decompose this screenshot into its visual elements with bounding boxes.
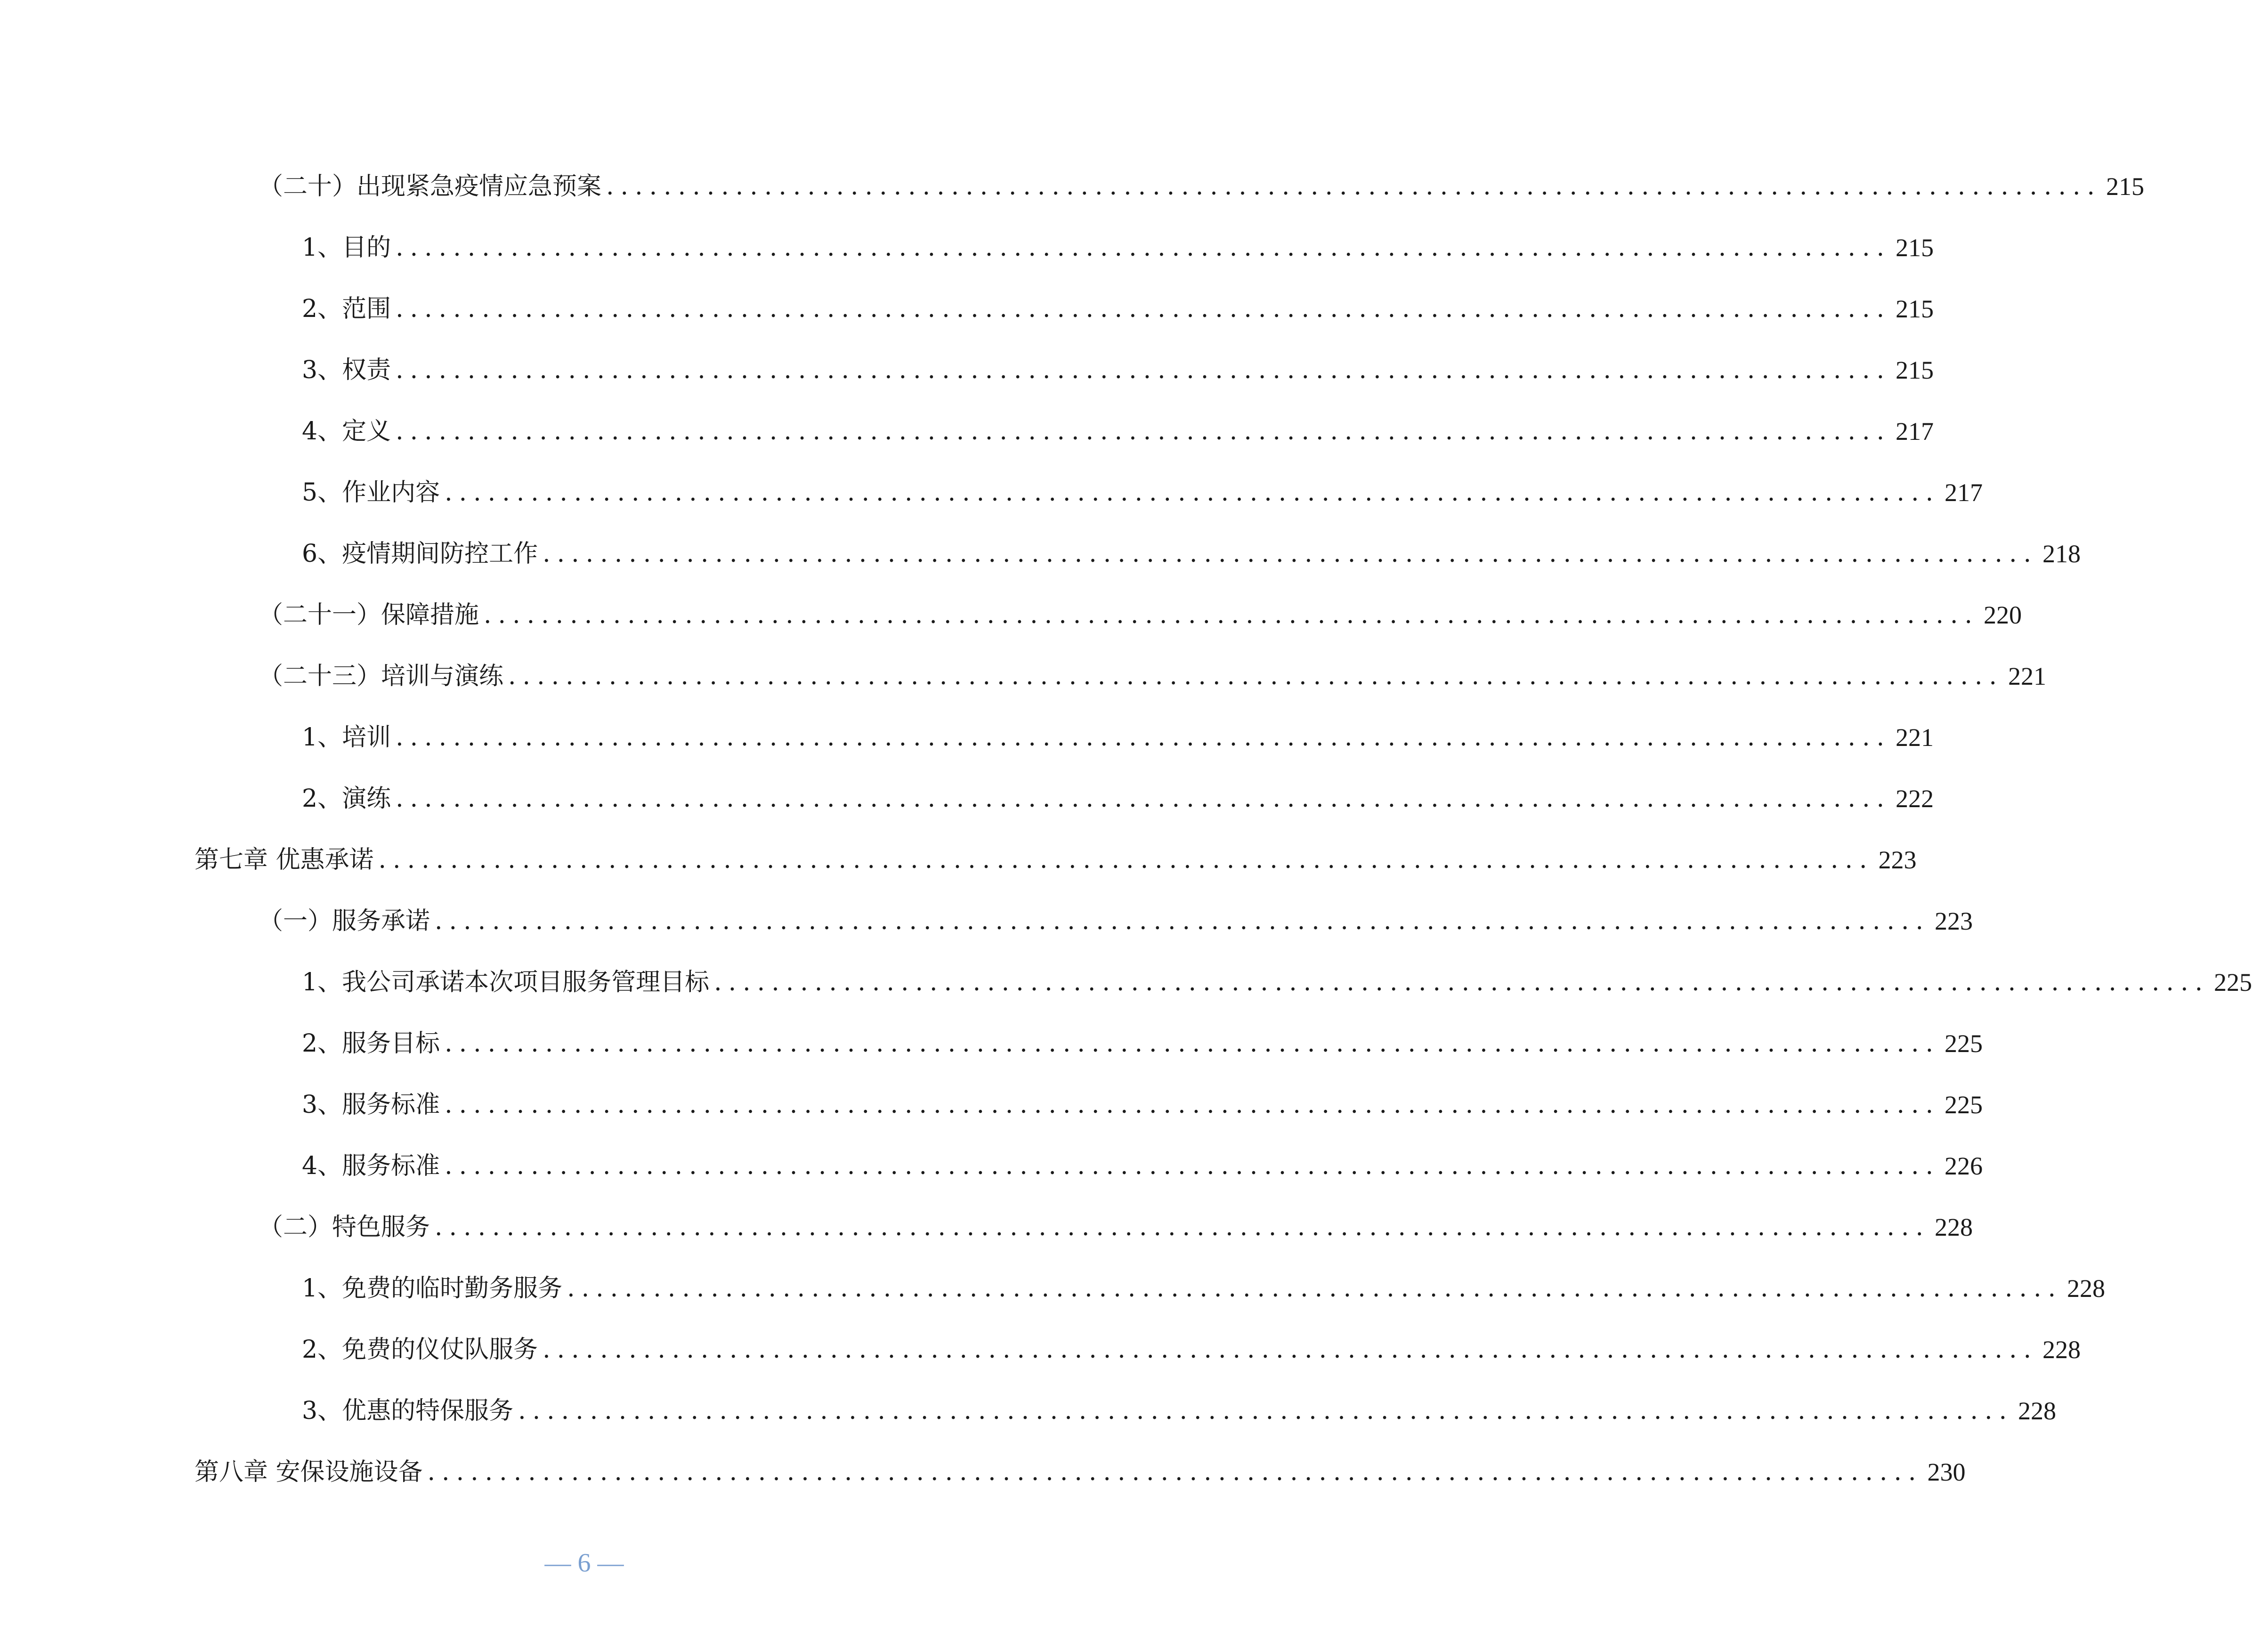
toc-leader-dots: ........................................................................................................: [396, 723, 1891, 752]
toc-entry-page: 215: [1896, 295, 1934, 323]
toc-entry-label: （二十）出现紧急疫情应急预案: [259, 172, 602, 201]
toc-entry-label: 3、权责: [302, 356, 391, 384]
toc-entry[interactable]: [302, 351, 1934, 389]
toc-entry-label: 4、定义: [302, 417, 391, 445]
toc-leader-dots: ........................................................................................................: [518, 1397, 2014, 1425]
toc-entry-page: 221: [2008, 662, 2047, 690]
toc-entry-label: 2、演练: [302, 785, 391, 813]
toc-leader-dots: ........................................................................................................: [567, 1274, 2063, 1303]
toc-entry-label: 2、范围: [302, 295, 391, 323]
toc-entry[interactable]: [302, 780, 1934, 818]
toc-leader-dots: ........................................................................................................: [445, 1152, 1940, 1180]
toc-entry[interactable]: [259, 902, 1973, 940]
toc-entry[interactable]: [302, 964, 2252, 1001]
toc-entry-label: 6、疫情期间防控工作: [302, 540, 538, 568]
toc-entry-page: 225: [1944, 1091, 1983, 1119]
toc-leader-dots: ........................................................................................................: [396, 295, 1891, 323]
toc-entry-label: 1、我公司承诺本次项目服务管理目标: [302, 968, 710, 996]
toc-entry[interactable]: [259, 168, 2145, 205]
toc-entry-page: 223: [1935, 907, 1973, 935]
toc-entry-label: 1、培训: [302, 723, 391, 752]
toc-entry[interactable]: [302, 1086, 1983, 1124]
toc-entry-page: 218: [2042, 540, 2081, 568]
toc-entry-page: 230: [1927, 1458, 1966, 1486]
toc-leader-dots: ........................................................................................................: [543, 540, 2038, 568]
toc-entry-page: 217: [1944, 478, 1983, 507]
toc-entry-label: （一）服务承诺: [259, 907, 430, 935]
toc-leader-dots: ........................................................................................................: [435, 907, 1930, 935]
toc-entry-page: 228: [1935, 1213, 1973, 1241]
toc-entry[interactable]: [259, 657, 2047, 695]
toc-leader-dots: ........................................................................................................: [543, 1336, 2038, 1364]
toc-entry[interactable]: [302, 1392, 2057, 1430]
toc-entry-page: 215: [1896, 234, 1934, 262]
toc-entry-page: 220: [1984, 601, 2022, 629]
toc-entry-page: 223: [1878, 846, 1917, 874]
toc-leader-dots: ........................................................................................................: [484, 601, 1979, 629]
toc-leader-dots: ........................................................................................................: [445, 478, 1940, 507]
toc-entry[interactable]: [302, 719, 1934, 756]
toc-entry[interactable]: [302, 1147, 1983, 1185]
toc-entry-page: 215: [2106, 172, 2145, 201]
toc-entry-label: 4、服务标准: [302, 1152, 440, 1180]
toc-entry[interactable]: [302, 1331, 2081, 1369]
toc-entry-page: 215: [1896, 356, 1934, 384]
toc-entry[interactable]: [194, 841, 1917, 879]
toc-leader-dots: ........................................................................................................: [606, 172, 2102, 201]
toc-entry-page: 228: [2042, 1336, 2081, 1364]
toc-entry[interactable]: [259, 1208, 1973, 1246]
toc-leader-dots: ........................................................................................................: [396, 356, 1891, 384]
toc-entry-label: 第七章 优惠承诺: [194, 846, 374, 874]
toc-entry-label: 2、服务目标: [302, 1029, 440, 1058]
toc-leader-dots: ........................................................................................................: [714, 968, 2210, 996]
toc-leader-dots: ........................................................................................................: [396, 785, 1891, 813]
toc-entry[interactable]: [259, 596, 2022, 634]
toc-entry-page: 225: [1944, 1029, 1983, 1058]
toc-entry-label: 第八章 安保设施设备: [194, 1458, 423, 1486]
toc-entry[interactable]: [302, 535, 2081, 573]
toc-entry-label: （二）特色服务: [259, 1213, 430, 1241]
toc-leader-dots: ........................................................................................................: [427, 1458, 1923, 1486]
toc-entry-label: （二十三）培训与演练: [259, 662, 504, 690]
toc-entry-page: 226: [1944, 1152, 1983, 1180]
toc-entry-page: 228: [2018, 1397, 2057, 1425]
toc-entry[interactable]: [194, 1453, 1966, 1491]
toc-entry-label: 1、免费的临时勤务服务: [302, 1274, 563, 1303]
toc-entry[interactable]: [302, 290, 1934, 328]
toc-entry-label: 5、作业内容: [302, 478, 440, 507]
toc-entry[interactable]: [302, 229, 1934, 267]
toc-entry-page: 225: [2214, 968, 2252, 996]
toc-entry[interactable]: [302, 1270, 2106, 1307]
toc-entry-label: 3、优惠的特保服务: [302, 1397, 514, 1425]
page-number: — 6 —: [544, 1548, 624, 1578]
toc-entry-page: 228: [2067, 1274, 2106, 1303]
toc-entry[interactable]: [302, 1025, 1983, 1062]
toc-entry-label: 3、服务标准: [302, 1091, 440, 1119]
toc-entry-label: 1、目的: [302, 234, 391, 262]
toc-leader-dots: ........................................................................................................: [445, 1091, 1940, 1119]
toc-entry[interactable]: [302, 474, 1983, 511]
toc-entry-label: （二十一）保障措施: [259, 601, 479, 629]
toc-leader-dots: ........................................................................................................: [435, 1213, 1930, 1241]
toc-entry-page: 217: [1896, 417, 1934, 445]
toc-leader-dots: ........................................................................................................: [445, 1029, 1940, 1058]
toc-leader-dots: ........................................................................................................: [396, 417, 1891, 445]
toc-leader-dots: ........................................................................................................: [378, 846, 1874, 874]
toc-entry-label: 2、免费的仪仗队服务: [302, 1336, 538, 1364]
toc-leader-dots: ........................................................................................................: [396, 234, 1891, 262]
toc-entry-page: 221: [1896, 723, 1934, 752]
toc-leader-dots: ........................................................................................................: [508, 662, 2004, 690]
toc-entry-page: 222: [1896, 785, 1934, 813]
toc-entry[interactable]: [302, 413, 1934, 450]
